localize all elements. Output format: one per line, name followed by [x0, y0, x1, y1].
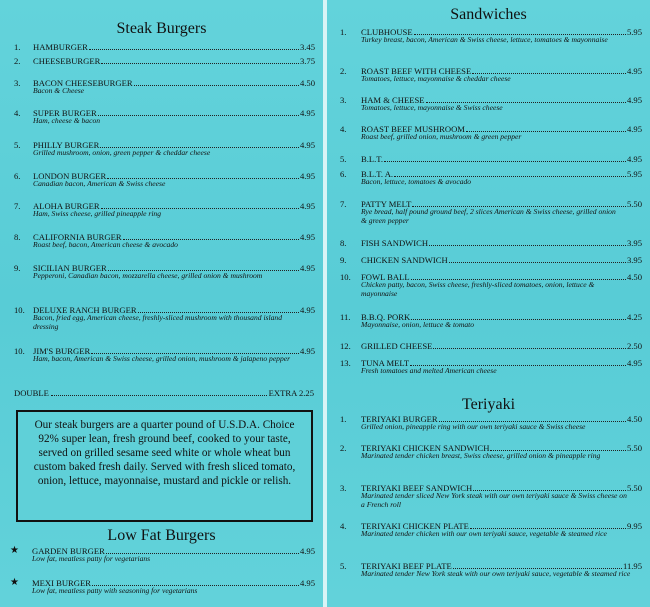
item-price: 3.95	[626, 238, 642, 248]
item-description: Ham, Swiss cheese, grilled pineapple ring	[33, 209, 162, 218]
leader-dots	[449, 262, 626, 263]
item-name: CHEESEBURGER	[33, 56, 101, 66]
item-price: 4.50	[626, 414, 642, 424]
item-price: 4.95	[299, 546, 315, 556]
item-name: B.L.T. A.	[361, 169, 394, 179]
item-line	[33, 42, 315, 52]
item-name: FOWL BALL	[361, 272, 410, 282]
item-number: 5.	[340, 561, 347, 571]
teriyaki-item	[340, 483, 642, 513]
item-number: 6.	[14, 171, 21, 181]
item-price: 5.50	[626, 443, 642, 453]
leader-dots	[89, 49, 299, 50]
item-price: 4.95	[299, 201, 315, 211]
item-name: ROAST BEEF WITH CHEESE	[361, 66, 472, 76]
item-description: Tomatoes, lettuce, mayonnaise & Swiss cheese	[361, 103, 503, 112]
sandwich-item	[340, 169, 642, 199]
item-name: GARDEN BURGER	[32, 546, 105, 556]
low-fat-burger-item	[10, 578, 315, 607]
item-description: Grilled mushroom, onion, green pepper & cheddar cheese	[33, 148, 211, 157]
steak-burger-item	[14, 346, 315, 376]
sandwich-item	[340, 66, 642, 96]
item-price: 4.95	[299, 346, 315, 356]
double-label: DOUBLE	[14, 388, 49, 398]
item-price: 5.95	[626, 169, 642, 179]
item-price: 11.95	[622, 561, 642, 571]
item-number: 6.	[340, 169, 347, 179]
item-description: Marinated tender chicken with our own teriyaki sauce, vegetable & steamed rice	[361, 529, 607, 538]
sandwich-item	[340, 95, 642, 125]
item-price: 4.95	[299, 263, 315, 273]
teriyaki-item	[340, 443, 642, 473]
item-price: 4.50	[299, 78, 315, 88]
item-price: 4.95	[299, 108, 315, 118]
item-number: 4.	[340, 124, 347, 134]
item-description: Fresh tomatoes and melted American cheese	[361, 366, 497, 375]
item-name: SUPER BURGER	[33, 108, 97, 118]
item-price: 4.95	[299, 232, 315, 242]
item-name: HAM & CHEESE	[361, 95, 425, 105]
item-number: 10.	[14, 346, 25, 356]
item-name: TUNA MELT	[361, 358, 410, 368]
item-number: 7.	[14, 201, 21, 211]
sandwich-item	[340, 124, 642, 154]
item-description: Low fat, meatless patty for vegetarians	[32, 554, 151, 563]
item-price: 9.95	[626, 521, 642, 531]
item-number: 5.	[14, 140, 21, 150]
steak-burger-note-text: Our steak burgers are a quarter pound of U.S.D.A. Choice 92% super lean, fresh ground beef, cooked to your taste, served on grilled sesame seed white or whole wheat bun custom baked fresh daily. Served with fresh sliced tomato, onion, lettuce, mayonnaise, mustard and pickle or relish.	[33, 419, 296, 487]
item-description: Bacon & Cheese	[33, 86, 85, 95]
item-description: Chicken patty, bacon, Swiss cheese, freshly-sliced tomatoes, onion, lettuce & mayonnaise	[361, 280, 595, 298]
double-extra-line	[14, 388, 314, 398]
item-price: 3.75	[299, 56, 315, 66]
item-price: 3.45	[299, 42, 315, 52]
item-price: 3.95	[626, 255, 642, 265]
steak-burgers-heading: Steak Burgers	[116, 20, 207, 37]
item-number: 9.	[340, 255, 347, 265]
steak-burger-item	[14, 108, 315, 138]
leader-dots	[101, 63, 299, 64]
item-number: 4.	[14, 108, 21, 118]
item-description: Marinated tender sliced New York steak with our own teriyaki sauce & Swiss cheese on a French roll	[361, 491, 627, 509]
item-description: Marinated tender chicken breast, Swiss cheese, grilled onion & pineapple ring	[361, 451, 601, 460]
item-number: 3.	[340, 483, 347, 493]
steak-burger-note-box	[16, 410, 313, 522]
item-price: 5.95	[626, 27, 642, 37]
star-icon: ★	[10, 577, 19, 588]
item-name: JIM'S BURGER	[33, 346, 91, 356]
item-price: 4.95	[299, 305, 315, 315]
item-description: Canadian bacon, American & Swiss cheese	[33, 179, 166, 188]
item-name: PATTY MELT	[361, 199, 412, 209]
leader-dots	[429, 245, 626, 246]
item-number: 3.	[14, 78, 21, 88]
item-number: 3.	[340, 95, 347, 105]
item-number: 13.	[340, 358, 351, 368]
item-price: 5.50	[626, 483, 642, 493]
item-number: 1.	[340, 27, 347, 37]
teriyaki-item	[340, 414, 642, 444]
item-price: 5.50	[626, 199, 642, 209]
item-number: 8.	[14, 232, 21, 242]
item-description: Tomatoes, lettuce, mayonnaise & cheddar cheese	[361, 74, 511, 83]
item-name: SICILIAN BURGER	[33, 263, 107, 273]
item-price: 4.95	[626, 66, 642, 76]
right-menu-page	[327, 0, 650, 607]
item-name: TERIYAKI BURGER	[361, 414, 438, 424]
item-number: 2.	[14, 56, 21, 66]
steak-burger-item	[14, 78, 315, 108]
item-name: CALIFORNIA BURGER	[33, 232, 122, 242]
item-number: 10.	[14, 305, 25, 315]
item-price: 4.95	[299, 140, 315, 150]
steak-burger-item	[14, 305, 315, 335]
item-description: Pepperoni, Canadian bacon, mozzarella cheese, grilled onion & mushroom	[33, 271, 263, 280]
sandwich-item	[340, 358, 642, 388]
double-price: EXTRA 2.25	[268, 388, 314, 398]
item-price: 4.25	[626, 312, 642, 322]
item-number: 11.	[340, 312, 351, 322]
steak-burger-item	[14, 171, 315, 201]
item-name: MEXI BURGER	[32, 578, 91, 588]
item-price: 4.95	[626, 124, 642, 134]
item-name: LONDON BURGER	[33, 171, 107, 181]
item-number: 12.	[340, 341, 351, 351]
item-number: 4.	[340, 521, 347, 531]
item-price: 2.50	[626, 341, 642, 351]
item-number: 1.	[340, 414, 347, 424]
item-description: Ham, bacon, American & Swiss cheese, grilled onion, mushroom & jalapeno pepper	[33, 354, 291, 363]
item-price: 4.95	[626, 358, 642, 368]
item-number: 5.	[340, 154, 347, 164]
leader-dots	[98, 115, 299, 116]
item-description: Roast beef, bacon, American cheese & avocado	[33, 240, 178, 249]
item-name: CLUBHOUSE	[361, 27, 413, 37]
sandwich-item	[340, 199, 642, 229]
item-line	[361, 238, 642, 248]
item-name: FISH SANDWICH	[361, 238, 429, 248]
item-name: TERIYAKI BEEF PLATE	[361, 561, 452, 571]
item-name: PHILLY BURGER	[33, 140, 100, 150]
steak-burger-item	[14, 263, 315, 293]
item-name: BACON CHEESEBURGER	[33, 78, 133, 88]
item-description: Bacon, lettuce, tomatoes & avocado	[361, 177, 472, 186]
item-number: 2.	[340, 443, 347, 453]
item-description: Turkey breast, bacon, American & Swiss cheese, lettuce, tomatoes & mayonnaise	[361, 35, 608, 44]
item-number: 10.	[340, 272, 351, 282]
item-price: 4.95	[299, 578, 315, 588]
item-name: HAMBURGER	[33, 42, 88, 52]
item-name: TERIYAKI CHICKEN SANDWICH	[361, 443, 490, 453]
item-description: Marinated tender New York steak with our own teriyaki sauce, vegetable & steamed rice	[361, 569, 631, 578]
teriyaki-item	[340, 521, 642, 551]
item-description: Rye bread, half pound ground beef, 2 slices American & Swiss cheese, grilled onion & green pepper	[361, 207, 616, 225]
item-price: 4.50	[626, 272, 642, 282]
leader-dots	[384, 161, 626, 162]
item-description: Grilled onion, pineapple ring with our own teriyaki sauce & Swiss cheese	[361, 422, 586, 431]
sandwich-item	[340, 27, 642, 57]
item-description: Mayonnaise, onion, lettuce & tomato	[361, 320, 475, 329]
item-description: Roast beef, grilled onion, mushroom & green pepper	[361, 132, 522, 141]
item-name: GRILLED CHEESE	[361, 341, 433, 351]
steak-burger-item	[14, 232, 315, 262]
item-name: CHICKEN SANDWICH	[361, 255, 448, 265]
left-menu-page	[0, 0, 323, 607]
item-description: Ham, cheese & bacon	[33, 116, 101, 125]
item-line	[361, 341, 642, 351]
item-line	[361, 255, 642, 265]
item-name: ROAST BEEF MUSHROOM	[361, 124, 465, 134]
leader-dots	[134, 85, 299, 86]
item-price: 4.95	[626, 154, 642, 164]
steak-burger-item	[14, 201, 315, 231]
low-fat-burgers-heading: Low Fat Burgers	[107, 527, 216, 544]
star-icon: ★	[10, 545, 19, 556]
low-fat-burger-item	[10, 546, 315, 576]
item-name: B.B.Q. PORK	[361, 312, 411, 322]
steak-burger-item	[14, 140, 315, 170]
item-name: TERIYAKI BEEF SANDWICH	[361, 483, 473, 493]
item-name: DELUXE RANCH BURGER	[33, 305, 137, 315]
double-dots	[51, 395, 267, 396]
sandwich-item	[340, 272, 642, 302]
teriyaki-item	[340, 561, 642, 591]
item-number: 9.	[14, 263, 21, 273]
item-name: ALOHA BURGER	[33, 201, 100, 211]
item-number: 1.	[14, 42, 21, 52]
item-description: Bacon, fried egg, American cheese, freshly-sliced mushroom with thousand island dressing	[33, 313, 283, 331]
item-number: 7.	[340, 199, 347, 209]
item-line	[361, 154, 642, 164]
item-description: Low fat, meatless patty with seasoning for vegetarians	[32, 586, 198, 595]
item-number: 2.	[340, 66, 347, 76]
leader-dots	[433, 348, 626, 349]
item-number: 8.	[340, 238, 347, 248]
item-line	[33, 56, 315, 66]
item-name: B.L.T.	[361, 154, 384, 164]
item-price: 4.95	[299, 171, 315, 181]
sandwich-item	[340, 312, 642, 342]
item-price: 4.95	[626, 95, 642, 105]
item-name: TERIYAKI CHICKEN PLATE	[361, 521, 469, 531]
sandwiches-heading: Sandwiches	[450, 6, 527, 23]
teriyaki-heading: Teriyaki	[461, 396, 516, 413]
